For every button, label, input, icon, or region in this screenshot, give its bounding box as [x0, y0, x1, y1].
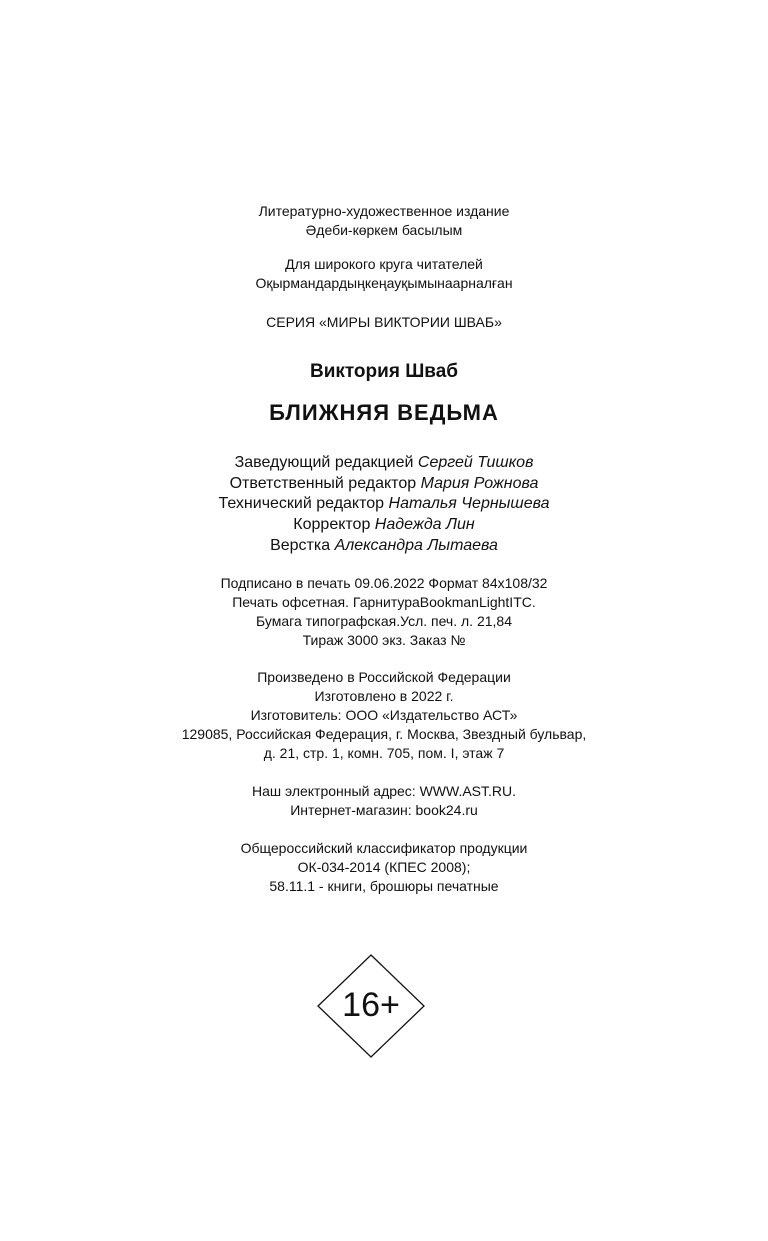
credit-name: Александра Лытаева — [334, 537, 498, 554]
book-title: БЛИЖНЯЯ ВЕДЬМА — [269, 400, 499, 425]
credit-line — [0, 537, 768, 555]
manufacturer-line: Изготовитель: ООО «Издательство АСТ» — [250, 707, 518, 723]
credit-line — [0, 516, 768, 534]
manufacturer-line: д. 21, стр. 1, комн. 705, пом. I, этаж 7 — [263, 745, 505, 761]
credit-line — [0, 454, 768, 472]
print-info-line: Подписано в печать 09.06.2022 Формат 84x108/32 — [220, 575, 548, 591]
age-rating-label: 16+ — [342, 986, 400, 1024]
credit-name: Надежда Лин — [374, 516, 475, 533]
publication-type-ru: Литературно-художественное издание — [258, 203, 510, 219]
classifier-line: 58.11.1 - книги, брошюры печатные — [269, 878, 499, 894]
print-info-line: Печать офсетная. ГарнитураBookmanLightITC. — [232, 594, 536, 610]
publication-type-kz: Әдеби-көркем басылым — [305, 222, 463, 238]
book-author: Виктория Шваб — [309, 361, 459, 382]
print-info-line: Бумага типографская.Усл. печ. л. 21,84 — [256, 613, 512, 629]
manufacturer-line: 129085, Российская Федерация, г. Москва, Звездный бульвар, — [181, 726, 587, 742]
credit-name: Мария Рожнова — [420, 475, 539, 492]
credit-role: Корректор — [293, 516, 371, 533]
online-store: Интернет-магазин: book24.ru — [290, 802, 478, 818]
credit-line — [0, 495, 768, 513]
print-info-line: Тираж 3000 экз. Заказ № — [302, 632, 466, 648]
manufacturer-line: Изготовлено в 2022 г. — [314, 688, 454, 704]
credit-name: Сергей Тишков — [417, 454, 534, 471]
email-address: Наш электронный адрес: WWW.AST.RU. — [251, 783, 517, 799]
audience-kz: Оқырмандардыңкеңауқымынаарналған — [255, 275, 513, 291]
classifier-line: Общероссийский классификатор продукции — [240, 840, 528, 856]
series-name: СЕРИЯ «МИРЫ ВИКТОРИИ ШВАБ» — [266, 314, 502, 330]
credit-role: Верстка — [270, 537, 331, 554]
credit-role: Заведующий редакцией — [234, 454, 414, 471]
credit-line — [0, 475, 768, 493]
audience-ru: Для широкого круга читателей — [285, 256, 483, 272]
credit-role: Ответственный редактор — [229, 475, 417, 492]
credit-name: Наталья Чернышева — [388, 495, 550, 512]
manufacturer-line: Произведено в Российской Федерации — [257, 669, 511, 685]
credit-role: Технический редактор — [218, 495, 385, 512]
classifier-line: ОК-034-2014 (КПЕС 2008); — [297, 859, 471, 875]
